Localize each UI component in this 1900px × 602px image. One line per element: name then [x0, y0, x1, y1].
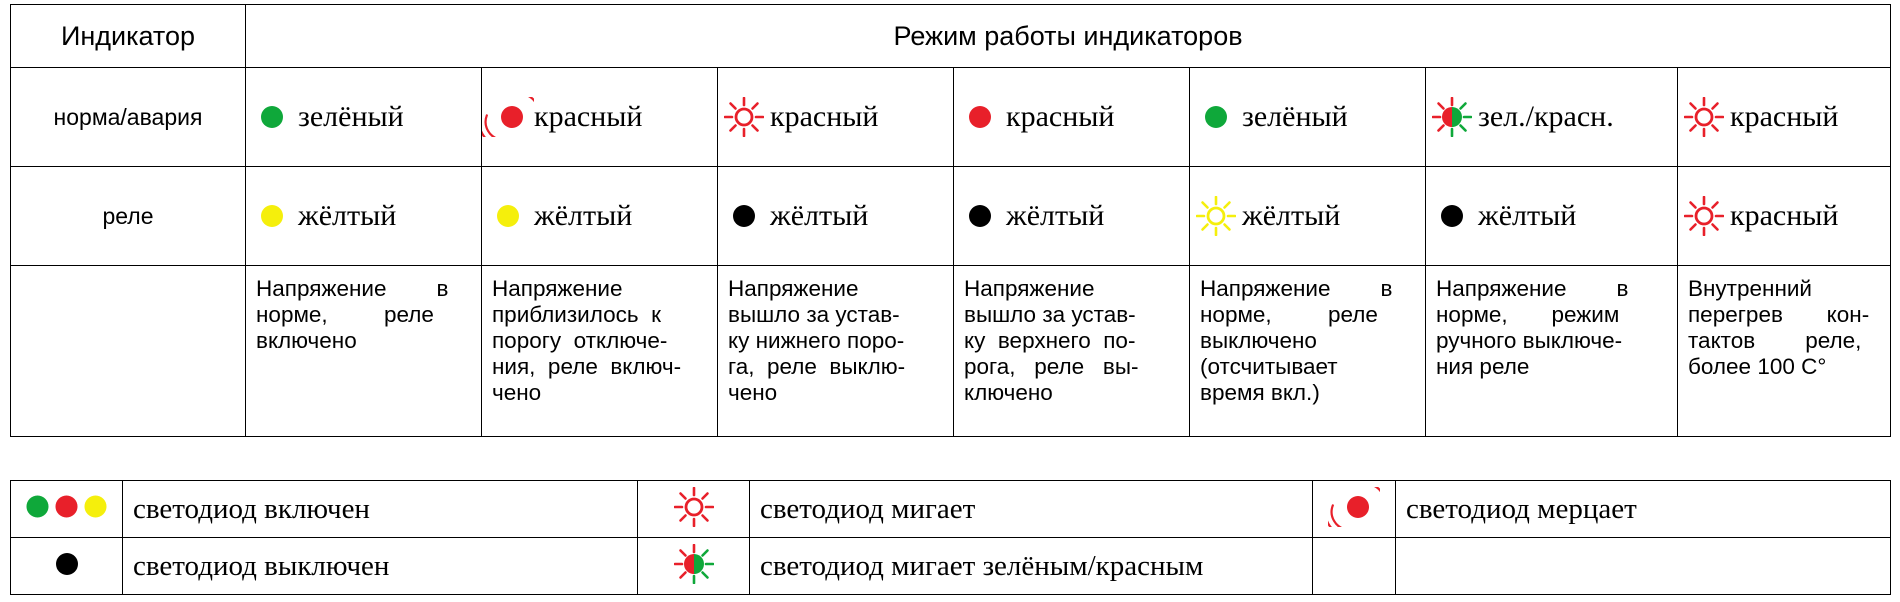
description-line: более 100 С°: [1688, 354, 1827, 379]
legend-row-2: [11, 538, 1891, 595]
black-dot-icon: [55, 552, 79, 576]
description-line: ку верхнего по-: [964, 328, 1136, 353]
legend-flicker-icon-cell: [1313, 481, 1396, 538]
legend-row-1: [11, 481, 1891, 538]
green-red-blink-icon: [1426, 97, 1478, 137]
legend-blink-icon-cell: [638, 481, 750, 538]
black-dot-icon: [954, 204, 1006, 228]
description-line: Напряжение в: [1436, 276, 1629, 301]
description-line: чено: [492, 380, 542, 405]
red-blink-icon: [1678, 97, 1730, 137]
cell-relay-2: [482, 167, 718, 266]
indicator-label: красный: [770, 100, 879, 133]
cell-desc-1: [246, 266, 482, 437]
yellow-dot-icon: [246, 204, 298, 228]
description-line: Внутренний: [1688, 276, 1813, 301]
cell-desc-3: [718, 266, 954, 437]
description-line: ручного выключе-: [1436, 328, 1623, 353]
cell-relay-3: [718, 167, 954, 266]
cell-norm-5: [1190, 68, 1426, 167]
legend-flicker-text: светодиод мерцает: [1396, 481, 1891, 538]
description-line: перегрев кон-: [1688, 302, 1870, 327]
description-line: время вкл.): [1200, 380, 1320, 405]
legend-blink-text: светодиод мигает: [750, 481, 1313, 538]
cell-norm-6: [1426, 68, 1678, 167]
description-line: Напряжение в: [256, 276, 449, 301]
description-line: чено: [728, 380, 778, 405]
legend-table: [10, 480, 1891, 595]
table-row-description: [11, 266, 1891, 437]
cell-desc-6: [1426, 266, 1678, 437]
header-indicator: Индикатор: [11, 5, 246, 68]
description-line: Напряжение: [492, 276, 623, 301]
cell-norm-2: [482, 68, 718, 167]
table-row-norm: [11, 68, 1891, 167]
row-label-norm: норма/авария: [11, 68, 246, 167]
header-mode: Режим работы индикаторов: [246, 5, 1891, 68]
description-line: Напряжение: [728, 276, 859, 301]
indicator-label: красный: [1730, 199, 1839, 232]
indicator-label: зелёный: [298, 100, 404, 133]
yellow-blink-icon: [1190, 196, 1242, 236]
indicator-label: красный: [1006, 100, 1115, 133]
green-dot-icon: [1190, 105, 1242, 129]
indicator-label: жёлтый: [1242, 199, 1341, 232]
description-line: выключено: [1200, 328, 1317, 353]
description-line: порогу отключе-: [492, 328, 668, 353]
row-label-relay: реле: [11, 167, 246, 266]
legend-off-text: светодиод выключен: [123, 538, 638, 595]
description-line: вышло за устав-: [728, 302, 900, 327]
cell-desc-4: [954, 266, 1190, 437]
indicator-label: красный: [1730, 100, 1839, 133]
description-line: ния реле: [1436, 354, 1530, 379]
cell-norm-7: [1678, 68, 1891, 167]
legend-on-icons: [11, 481, 123, 538]
indicator-label: жёлтый: [298, 199, 397, 232]
red-dot-icon: [954, 105, 1006, 129]
legend-blink-gr-icon-cell: [638, 538, 750, 595]
indicator-label: жёлтый: [1478, 199, 1577, 232]
cell-relay-5: [1190, 167, 1426, 266]
red-blink-icon: [674, 487, 714, 527]
description-line: норме, реле: [256, 302, 434, 327]
red-blink-icon: [1678, 196, 1730, 236]
description-line: включено: [256, 328, 357, 353]
description-line: Напряжение в: [1200, 276, 1393, 301]
red-dot-icon: [55, 495, 78, 518]
cell-desc-7: [1678, 266, 1891, 437]
red-flicker-icon: [1328, 487, 1380, 527]
description-line: ключено: [964, 380, 1053, 405]
yellow-dot-icon: [482, 204, 534, 228]
description-line: га, реле выклю-: [728, 354, 906, 379]
red-flicker-icon: [482, 97, 534, 137]
description-line: рога, реле вы-: [964, 354, 1139, 379]
description-line: тактов реле,: [1688, 328, 1862, 353]
description-line: ния, реле включ-: [492, 354, 682, 379]
cell-relay-4: [954, 167, 1190, 266]
cell-relay-1: [246, 167, 482, 266]
green-dot-icon: [246, 105, 298, 129]
indicator-label: зел./красн.: [1478, 100, 1614, 133]
indicator-label: зелёный: [1242, 100, 1348, 133]
indicator-table: [10, 4, 1891, 437]
cell-norm-4: [954, 68, 1190, 167]
description-line: норме, режим: [1436, 302, 1620, 327]
green-dot-icon: [26, 495, 49, 518]
legend-on-text: светодиод включен: [123, 481, 638, 538]
indicator-label: красный: [534, 100, 643, 133]
description-line: вышло за устав-: [964, 302, 1136, 327]
cell-desc-2: [482, 266, 718, 437]
indicator-label: жёлтый: [770, 199, 869, 232]
red-blink-icon: [718, 97, 770, 137]
cell-relay-6: [1426, 167, 1678, 266]
legend-empty-icon-cell: [1313, 538, 1396, 595]
description-line: приблизилось к: [492, 302, 661, 327]
yellow-dot-icon: [84, 495, 107, 518]
cell-norm-1: [246, 68, 482, 167]
indicator-label: жёлтый: [534, 199, 633, 232]
legend-empty-text-cell: [1396, 538, 1891, 595]
cell-desc-5: [1190, 266, 1426, 437]
description-line: ку нижнего поро-: [728, 328, 905, 353]
legend-blink-gr-text: светодиод мигает зелёным/красным: [750, 538, 1313, 595]
black-dot-icon: [1426, 204, 1478, 228]
legend-off-icon-cell: [11, 538, 123, 595]
indicator-label: жёлтый: [1006, 199, 1105, 232]
row-label-empty: [11, 266, 246, 437]
green-red-blink-icon: [674, 544, 714, 584]
cell-norm-3: [718, 68, 954, 167]
description-line: Напряжение: [964, 276, 1095, 301]
cell-relay-7: [1678, 167, 1891, 266]
description-line: норме, реле: [1200, 302, 1378, 327]
table-row-relay: [11, 167, 1891, 266]
description-line: (отсчитывает: [1200, 354, 1338, 379]
black-dot-icon: [718, 204, 770, 228]
